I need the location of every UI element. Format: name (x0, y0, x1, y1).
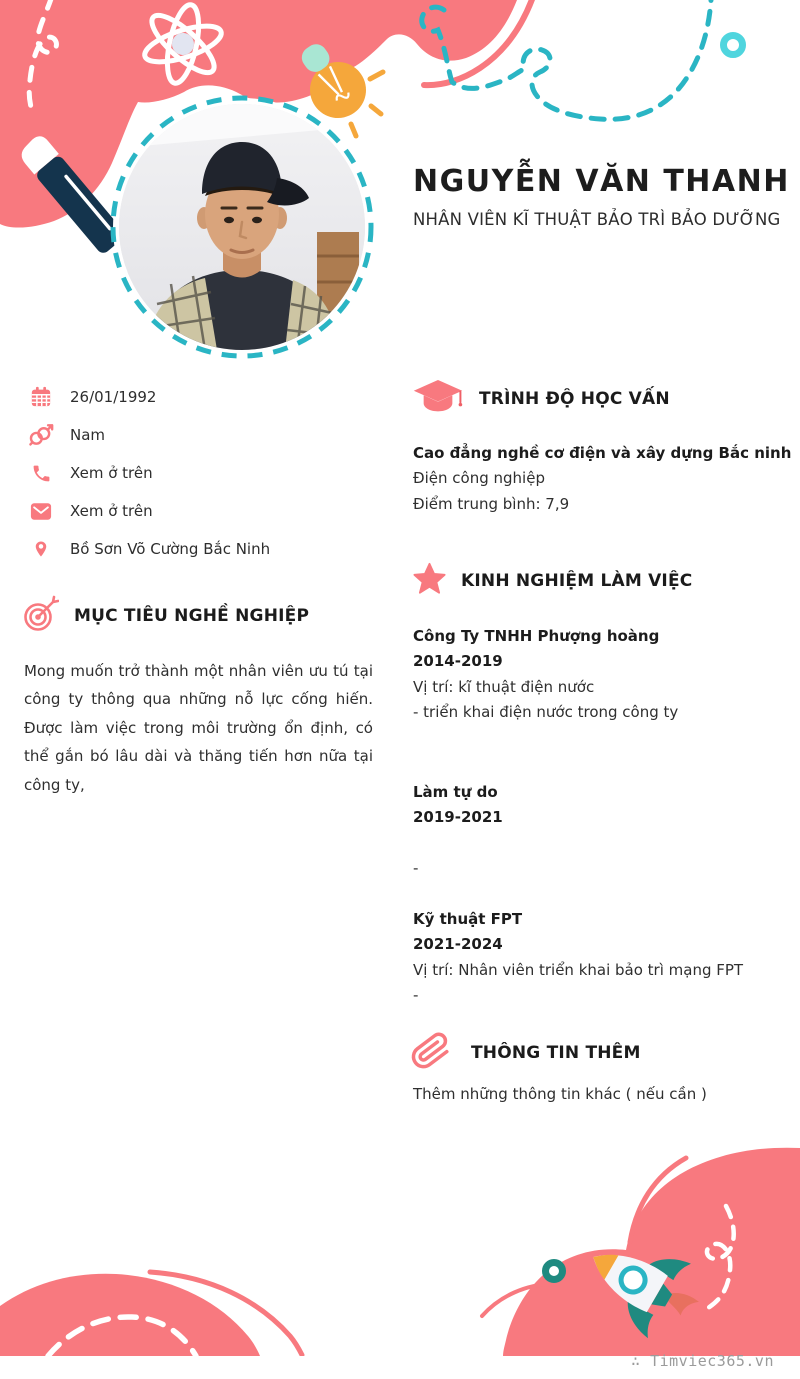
address-value: Bồ Sơn Võ Cường Bắc Ninh (70, 540, 271, 558)
candidate-name: NGUYỄN VĂN THANH (413, 164, 790, 199)
education-major: Điện công nghiệp (413, 469, 545, 488)
teal-donut-bottom (546, 1263, 563, 1280)
target-icon (23, 595, 59, 637)
email-value: Xem ở trên (70, 502, 153, 520)
experience-heading: KINH NGHIỆM LÀM VIỆC (461, 570, 693, 591)
job-position: Vị trí: Nhân viên triển khai bảo trì mạng FPT (413, 960, 744, 979)
education-heading: TRÌNH ĐỘ HỌC VẤN (479, 389, 670, 409)
contact-item-birthday (28, 378, 270, 416)
objective-body: Mong muốn trở thành một nhân viên ưu tú tại công ty thông qua những nỗ lực cống hiến. Được làm việc trong môi trường ổn định, có thể gắn bó lâu dài và thăng tiến hơn nữa tại công ty, (24, 662, 373, 794)
location-icon (28, 538, 54, 560)
company-name: Làm tự do (413, 783, 498, 801)
company-name: Kỹ thuật FPT (413, 910, 523, 928)
experience-job (413, 624, 795, 726)
contact-list (28, 378, 270, 568)
additional-body: Thêm những thông tin khác ( nếu cần ) (413, 1085, 707, 1103)
objective-section-heading (23, 595, 309, 637)
email-icon (28, 502, 54, 521)
company-name: Công Ty TNHH Phượng hoàng (413, 627, 660, 645)
profile-photo-avatar (119, 104, 365, 350)
job-position (413, 831, 795, 856)
phone-value: Xem ở trên (70, 464, 153, 482)
watermark: ∴ Timviec365.vn (631, 1352, 774, 1370)
contact-item-phone (28, 454, 270, 492)
phone-icon (28, 463, 54, 484)
objective-heading: MỤC TIÊU NGHỀ NGHIỆP (74, 606, 310, 626)
education-school: Cao đẳng nghề cơ điện và xây dựng Bắc ninh (413, 444, 792, 462)
additional-section-heading (411, 1029, 641, 1077)
pink-cloud-bottom-right (503, 1148, 800, 1356)
education-gpa: Điểm trung bình: 7,9 (413, 494, 570, 513)
experience-job (413, 907, 795, 1009)
paperclip-icon (411, 1029, 451, 1077)
job-period: 2021-2024 (413, 935, 503, 954)
job-detail: - (413, 859, 419, 878)
gender-icon (28, 423, 54, 448)
profile-photo (119, 104, 365, 350)
job-detail: - (413, 986, 419, 1005)
job-period: 2014-2019 (413, 652, 503, 671)
calendar-icon (28, 386, 54, 408)
teal-donut-top-right (724, 36, 743, 55)
contact-item-gender (28, 416, 270, 454)
education-section-heading (412, 378, 670, 420)
experience-section-heading (413, 561, 692, 600)
star-icon (413, 561, 446, 600)
job-period: 2019-2021 (413, 808, 503, 827)
graduation-cap-icon (412, 378, 464, 420)
contact-item-address (28, 530, 270, 568)
education-body (413, 441, 793, 517)
job-detail: - triển khai điện nước trong công ty (413, 703, 679, 722)
gender-value: Nam (70, 426, 106, 444)
experience-job (413, 780, 795, 882)
birthday-value: 26/01/1992 (70, 388, 157, 406)
contact-item-email (28, 492, 270, 530)
header (413, 162, 795, 233)
additional-heading: THÔNG TIN THÊM (471, 1043, 641, 1063)
job-position: Vị trí: kĩ thuật điện nước (413, 677, 595, 696)
candidate-title: NHÂN VIÊN KĨ THUẬT BẢO TRÌ BẢO DƯỠNG (413, 210, 781, 229)
